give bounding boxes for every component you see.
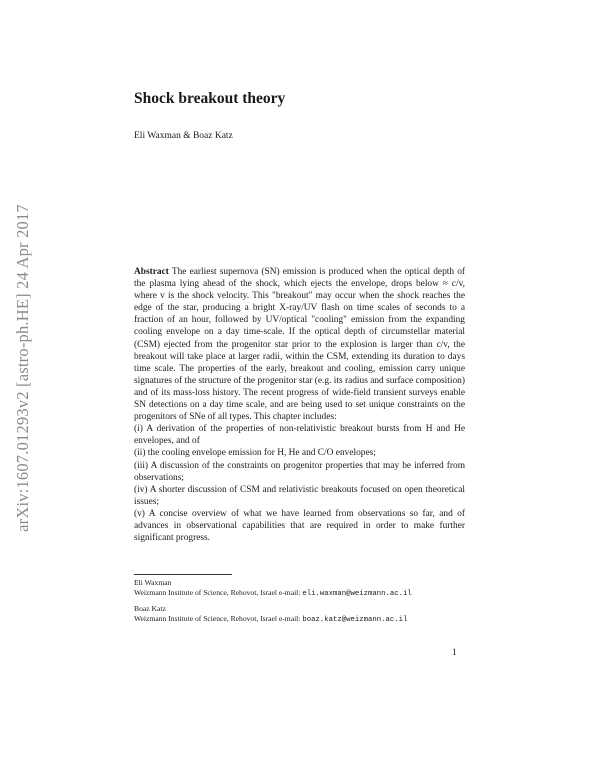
abstract-item-2: (ii) the cooling envelope emission for H, He and C/O envelopes; (134, 448, 376, 459)
footnote-author-name: Boaz Katz (134, 604, 166, 613)
footnote-affiliation-text: Weizmann Institute of Science, Rehovot, Israel e-mail: (134, 614, 301, 624)
footnote-author-2 (134, 604, 465, 625)
abstract-block (134, 266, 465, 544)
footnote-author-1 (134, 578, 465, 599)
paper-title: Shock breakout theory (134, 90, 286, 107)
abstract-paragraph (134, 266, 465, 423)
footnote-affiliation-text: Weizmann Institute of Science, Rehovot, Israel e-mail: (134, 588, 301, 598)
abstract-body: The earliest supernova (SN) emission is produced when the optical depth of the plasma lying ahead of the shock, which ejects the envelope, drops below ≈ c/v, where v is the shock velocity. This "breakout" may occur when the shock reaches the edge of the star, producing a bright X-ray/UV flash on time scales of seconds to a fraction of an hour, followed by UV/optical "cooling" emission from the expanding cooling envelope on a day time-scale. If the optical depth of circumstellar material (CSM) ejected from the progenitor star prior to the explosion is larger than c/v, the breakout will take place at larger radii, within the CSM, extending its duration to days time scale. The properties of the early, breakout and cooling, emission carry unique signatures of the structure of the progenitor star (e.g. its radius and surface composition) and of its mass-loss history. The recent progress of wide-field transient surveys enable SN detections on a day time scale, and are being used to set unique constraints on the progenitors of SNe of all types. This chapter includes: (134, 267, 465, 423)
arxiv-identifier-stamp: arXiv:1607.01293v2 [astro-ph.HE] 24 Apr 2017 (13, 204, 32, 532)
abstract-item-5: (v) A concise overview of what we have learned from observations so far, and of advances in observational capabilities that are required in order to make further significant progress. (134, 508, 465, 544)
abstract-item-3: (iii) A discussion of the constraints on progenitor properties that may be inferred from observations; (134, 460, 465, 483)
footnote-divider (134, 574, 232, 575)
footnote-affiliation (134, 588, 465, 599)
footnote-affiliation (134, 614, 465, 625)
page-number: 1 (452, 648, 457, 658)
footnote-author-name: Eli Waxman (134, 578, 172, 587)
abstract-item-4: (iv) A shorter discussion of CSM and relativistic breakouts focused on open theoretical issues; (134, 484, 465, 507)
footnote-email-link[interactable]: boaz.katz@weizmann.ac.il (302, 616, 408, 625)
abstract-item-1: (i) A derivation of the properties of non-relativistic breakout bursts from H and He envelopes, and of (134, 424, 465, 447)
abstract-label: Abstract (134, 267, 169, 277)
author-line: Eli Waxman & Boaz Katz (134, 131, 233, 141)
footnote-email-link[interactable]: eli.waxman@weizmann.ac.il (302, 590, 412, 599)
